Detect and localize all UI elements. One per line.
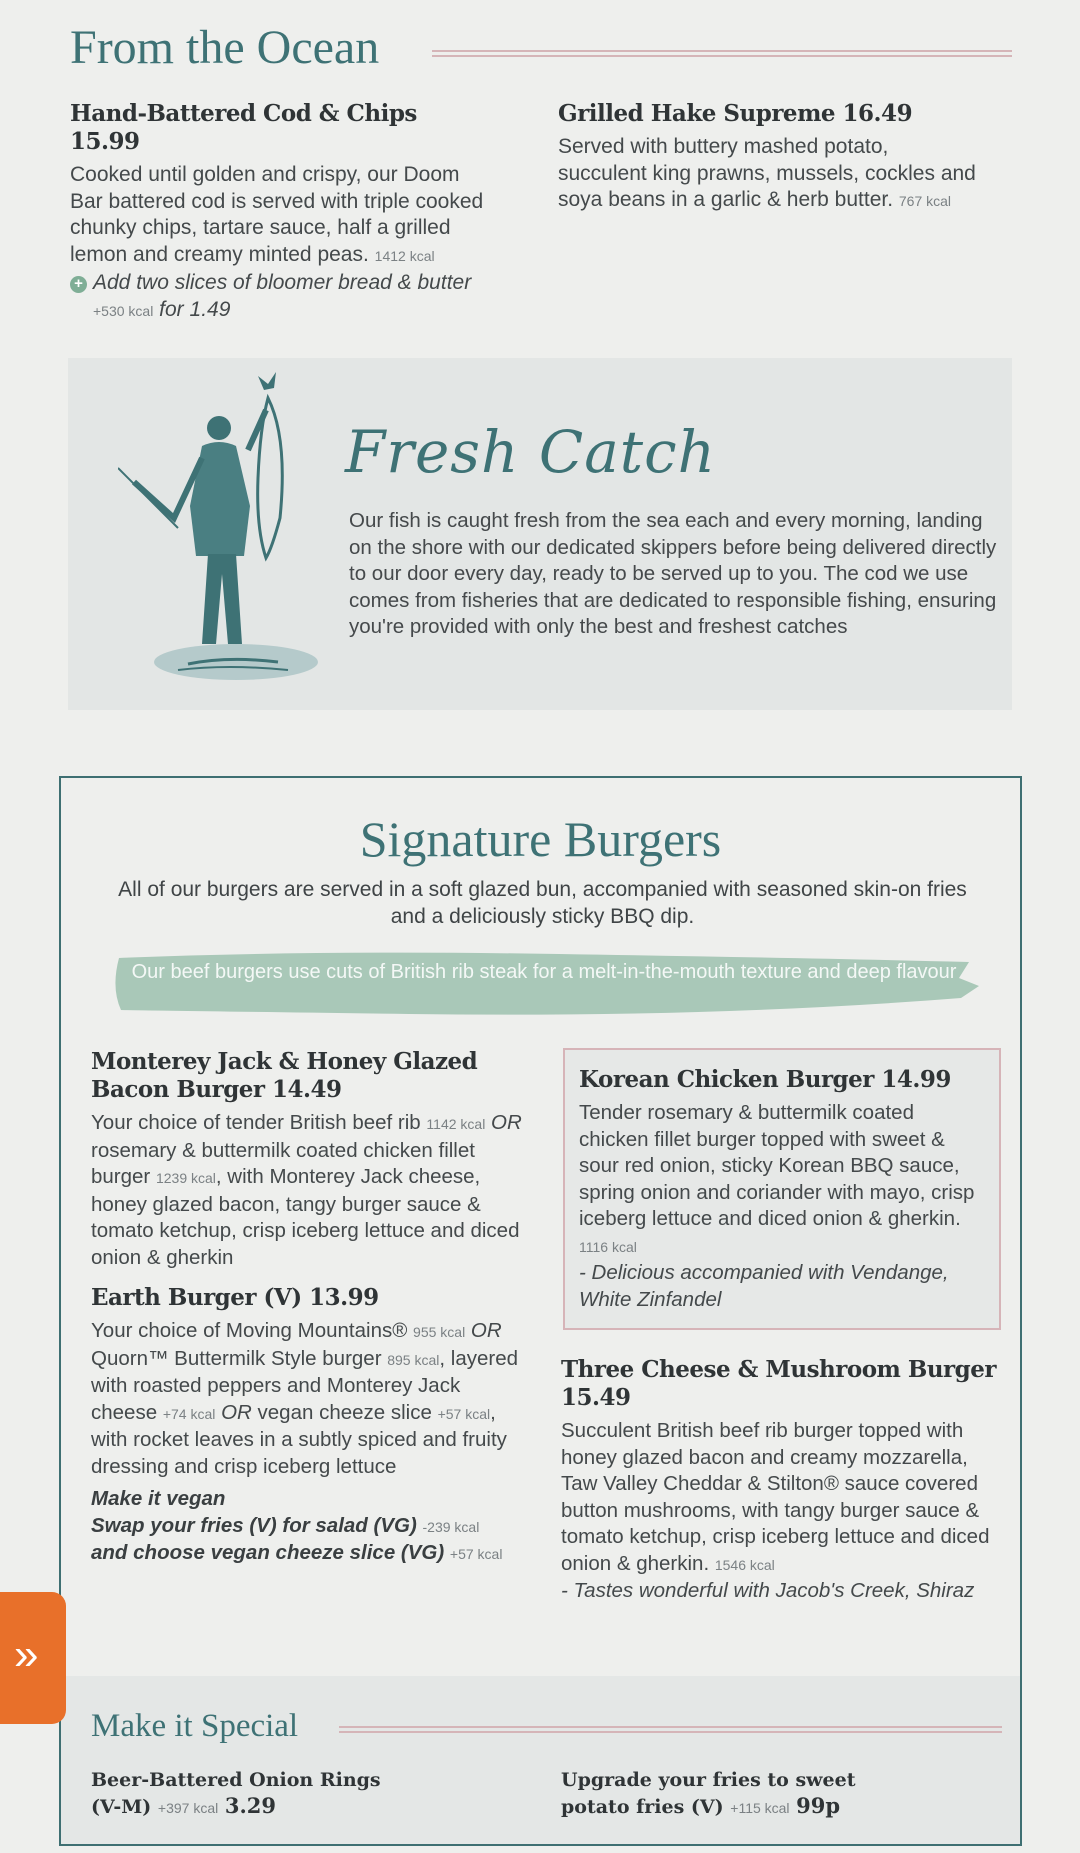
extra-onion-rings: Beer-Battered Onion Rings (V-M) +397 kcal 3.29: [91, 1769, 381, 1818]
dish-name: Korean Chicken Burger 14.99: [579, 1066, 951, 1093]
make-it-special-band: [61, 1676, 1020, 1844]
fisherman-illustration: [118, 368, 338, 698]
kcal-label: 767 kcal: [898, 193, 952, 209]
burger-korean-chicken: [579, 1066, 989, 1313]
section-title-signature-burgers: Signature Burgers: [359, 811, 722, 867]
dish-name: Grilled Hake Supreme 16.49: [558, 100, 913, 127]
dish-name: Hand-Battered Cod & Chips 15.99: [70, 100, 417, 155]
plus-icon: +: [70, 276, 87, 293]
dish-description: Tender rosemary & buttermilk coated chicken fillet burger topped with sweet & sour red onion, sticky Korean BBQ sauce, spring onion and coriander with mayo, crisp iceberg lettuce and diced onion & gherkin. 1116 kcal: [579, 1101, 975, 1255]
fresh-catch-panel: [68, 358, 1012, 710]
dish-name: Three Cheese & Mushroom Burger 15.49: [561, 1356, 996, 1411]
beef-banner-text: Our beef burgers use cuts of British rib steak for a melt-in-the-mouth texture and deep flavour: [131, 961, 957, 983]
double-chevron-right-icon: »: [14, 1630, 39, 1679]
signature-burgers-section: [59, 776, 1022, 1846]
featured-korean-box: [563, 1048, 1001, 1330]
burger-monterey-jack: [91, 1048, 531, 1271]
dish-description: Cooked until golden and crispy, our Doom Bar battered cod is served with triple cooked chunky chips, tartare sauce, half a grilled lemon and creamy minted peas. 1412 kcal: [70, 163, 484, 266]
expand-side-tab-button[interactable]: [0, 1592, 66, 1724]
dish-cod-and-chips: [70, 100, 490, 325]
dish-description: Succulent British beef rib burger topped with honey glazed bacon and creamy mozzarella, Taw Valley Cheddar & Stilton® sauce covered button mushrooms, with tangy burger sauce & tomato ketchup, crisp iceberg lettuce and diced onion & gherkin. 1546 kcal: [561, 1419, 990, 1575]
fresh-catch-text: Our fish is caught fresh from the sea each and every morning, landing on the shore with our dedicated skippers before being delivered directly to our door every day, ready to be served up to you. The cod we use comes from fisheries that are dedicated to responsible fishing, ensuring you're provided with only the best and freshest catches: [349, 509, 997, 638]
burger-earth: [91, 1284, 531, 1568]
dish-name: Earth Burger (V) 13.99: [91, 1284, 379, 1311]
addon-option[interactable]: [70, 269, 490, 325]
dish-description: Served with buttery mashed potato, succulent king prawns, mussels, cockles and soya beans in a garlic & herb butter. 767 kcal: [558, 135, 976, 211]
title-divider: [432, 50, 1012, 57]
addon-text: Add two slices of bloomer bread & butter +530 kcal for 1.49: [93, 271, 472, 321]
section-title-from-the-ocean: From the Ocean: [70, 21, 380, 74]
title-divider: [339, 1726, 1002, 1733]
dish-description: Your choice of tender British beef rib 1142 kcal OR rosemary & buttermilk coated chicken fillet burger 1239 kcal, with Monterey Jack cheese, honey glazed bacon, tangy burger sauce & tomato ketchup, crisp iceberg lettuce and diced onion & gherkin: [91, 1111, 522, 1269]
burgers-intro: All of our burgers are served in a soft glazed bun, accompanied with seasoned skin-on fries and a deliciously sticky BBQ dip.: [118, 878, 967, 928]
dish-description: Your choice of Moving Mountains® 955 kcal OR Quorn™ Buttermilk Style burger 895 kcal, layered with roasted peppers and Monterey Jack cheese +74 kcal OR vegan cheeze slice +57 kcal, with rocket leaves in a subtly spiced and fruity dressing and crisp iceberg lettuce: [91, 1319, 519, 1478]
dish-name: Monterey Jack & Honey Glazed Bacon Burger 14.49: [91, 1048, 478, 1103]
kcal-label: 1412 kcal: [374, 247, 435, 264]
wine-pairing: - Tastes wonderful with Jacob's Creek, Shiraz: [561, 1579, 975, 1602]
burger-three-cheese-mushroom: [561, 1356, 1006, 1605]
extra-sweet-potato-fries: Upgrade your fries to sweet potato fries (V) +115 kcal 99p: [561, 1769, 856, 1818]
wine-pairing: - Delicious accompanied with Vendange, White Zinfandel: [579, 1261, 949, 1311]
addon-kcal: +530 kcal: [93, 303, 154, 319]
make-it-vegan: Make it vegan Swap your fries (V) for salad (VG) -239 kcal and choose vegan cheeze slice (VG) +57 kcal: [91, 1487, 503, 1564]
section-title-make-it-special: Make it Special: [91, 1708, 299, 1744]
dish-grilled-hake: [558, 100, 978, 215]
fresh-catch-title: Fresh Catch: [345, 418, 716, 486]
